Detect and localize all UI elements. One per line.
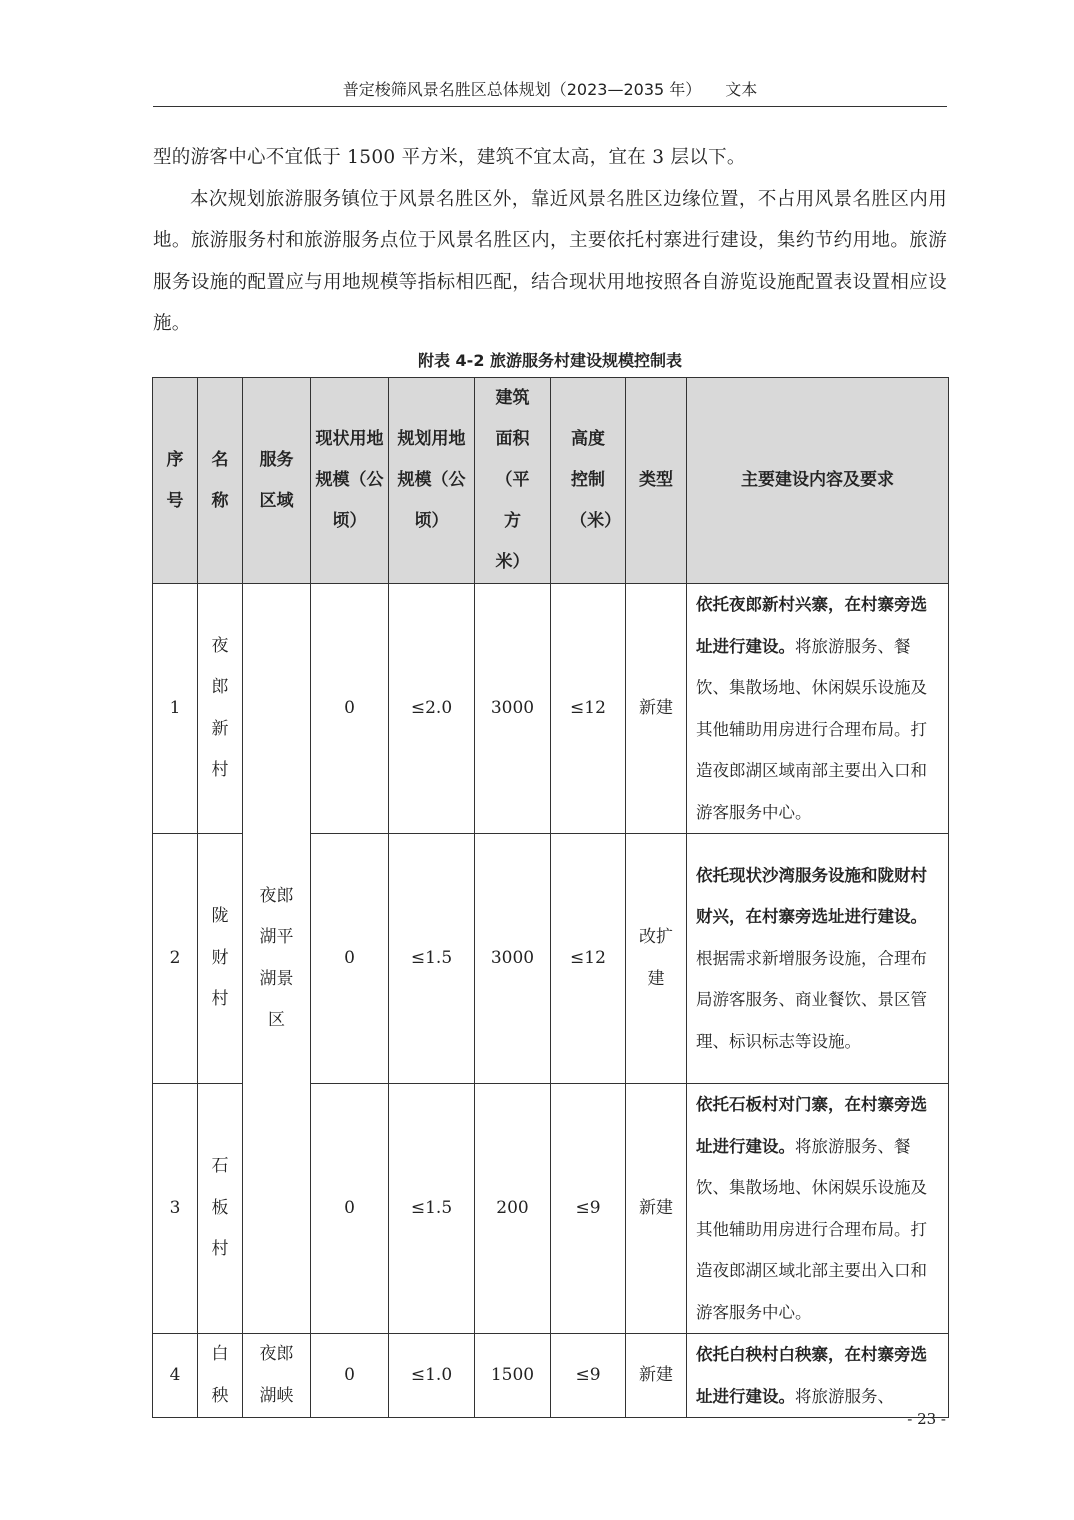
- header-height: 高度控制（米）: [551, 378, 626, 584]
- cell-height: ≤12: [551, 584, 626, 834]
- requirement-lead: 依托白秧村白秧寨，在村寨旁选址进行建设。: [696, 1345, 927, 1406]
- cell-height: ≤9: [551, 1084, 626, 1334]
- requirement-lead: 依托石板村对门寨，在村寨旁选址进行建设。: [696, 1095, 927, 1156]
- requirement-detail: 将旅游服务、餐饮、集散场地、休闲娱乐设施及其他辅助用房进行合理布局。打造夜郎湖区域南部主要出入口和游客服务中心。: [696, 636, 927, 822]
- cell-requirements: [687, 584, 949, 834]
- cell-index: 1: [153, 584, 198, 834]
- table-header-row: [153, 378, 949, 584]
- paragraph: 型的游客中心不宜低于 1500 平方米，建筑不宜太高，宜在 3 层以下。: [153, 147, 746, 168]
- cell-type: 新建: [626, 1334, 687, 1418]
- body-text: [153, 137, 947, 345]
- cell-index: 3: [153, 1084, 198, 1334]
- cell-name: 夜郎新村: [198, 584, 243, 834]
- table-row: [153, 584, 949, 834]
- cell-floor-area: 3000: [475, 834, 551, 1084]
- requirement-detail: 将旅游服务、: [795, 1386, 894, 1406]
- cell-planned-land: ≤1.5: [389, 834, 475, 1084]
- cell-planned-land: ≤2.0: [389, 584, 475, 834]
- cell-current-land: 0: [311, 584, 389, 834]
- cell-floor-area: 200: [475, 1084, 551, 1334]
- header-index: 序号: [153, 378, 198, 584]
- cell-height: ≤12: [551, 834, 626, 1084]
- service-village-table: [152, 377, 949, 1418]
- header-name: 名称: [198, 378, 243, 584]
- header-requirements: 主要建设内容及要求: [687, 378, 949, 584]
- cell-area: 夜郎湖峡: [243, 1334, 311, 1418]
- cell-name: 陇财村: [198, 834, 243, 1084]
- running-header: 普定梭筛风景名胜区总体规划（2023—2035 年） 文本: [153, 76, 947, 107]
- cell-name: 石板村: [198, 1084, 243, 1334]
- paragraph: 本次规划旅游服务镇位于风景名胜区外，靠近风景名胜区边缘位置，不占用风景名胜区内用地。旅游服务村和旅游服务点位于风景名胜区内，主要依托村寨进行建设，集约节约用地。旅游服务设施的配置应与用地规模等指标相匹配，结合现状用地按照各自游览设施配置表设置相应设施。: [153, 188, 947, 334]
- cell-index: 2: [153, 834, 198, 1084]
- cell-current-land: 0: [311, 834, 389, 1084]
- cell-requirements: [687, 834, 949, 1084]
- cell-index: 4: [153, 1334, 198, 1418]
- requirement-lead: 依托现状沙湾服务设施和陇财村财兴，在村寨旁选址进行建设。: [696, 865, 927, 927]
- requirement-lead: 依托夜郎新村兴寨，在村寨旁选址进行建设。: [696, 595, 927, 656]
- header-type: 类型: [626, 378, 687, 584]
- cell-name: 白秧: [198, 1334, 243, 1418]
- header-floor-area: 建筑面积（平方米）: [475, 378, 551, 584]
- header-current-land: 现状用地规模（公顷）: [311, 378, 389, 584]
- cell-type: 新建: [626, 584, 687, 834]
- cell-requirements: [687, 1334, 949, 1418]
- cell-type: 改扩建: [626, 834, 687, 1084]
- cell-current-land: 0: [311, 1084, 389, 1334]
- cell-height: ≤9: [551, 1334, 626, 1418]
- cell-floor-area: 3000: [475, 584, 551, 834]
- cell-type: 新建: [626, 1084, 687, 1334]
- cell-requirements: [687, 1084, 949, 1334]
- cell-current-land: 0: [311, 1334, 389, 1418]
- table-caption: 附表 4-2 旅游服务村建设规模控制表: [417, 351, 683, 370]
- cell-planned-land: ≤1.5: [389, 1084, 475, 1334]
- header-area: 服务区域: [243, 378, 311, 584]
- table-row: [153, 1334, 949, 1418]
- cell-planned-land: ≤1.0: [389, 1334, 475, 1418]
- page-number: - 23 -: [907, 1410, 946, 1428]
- header-planned-land: 规划用地规模（公顷）: [389, 378, 475, 584]
- cell-area: 夜郎湖平湖景区: [243, 584, 311, 1334]
- requirement-detail: 将旅游服务、餐饮、集散场地、休闲娱乐设施及其他辅助用房进行合理布局。打造夜郎湖区域北部主要出入口和游客服务中心。: [696, 1136, 927, 1322]
- requirement-detail: 根据需求新增服务设施，合理布局游客服务、商业餐饮、景区管理、标识标志等设施。: [696, 948, 927, 1051]
- cell-floor-area: 1500: [475, 1334, 551, 1418]
